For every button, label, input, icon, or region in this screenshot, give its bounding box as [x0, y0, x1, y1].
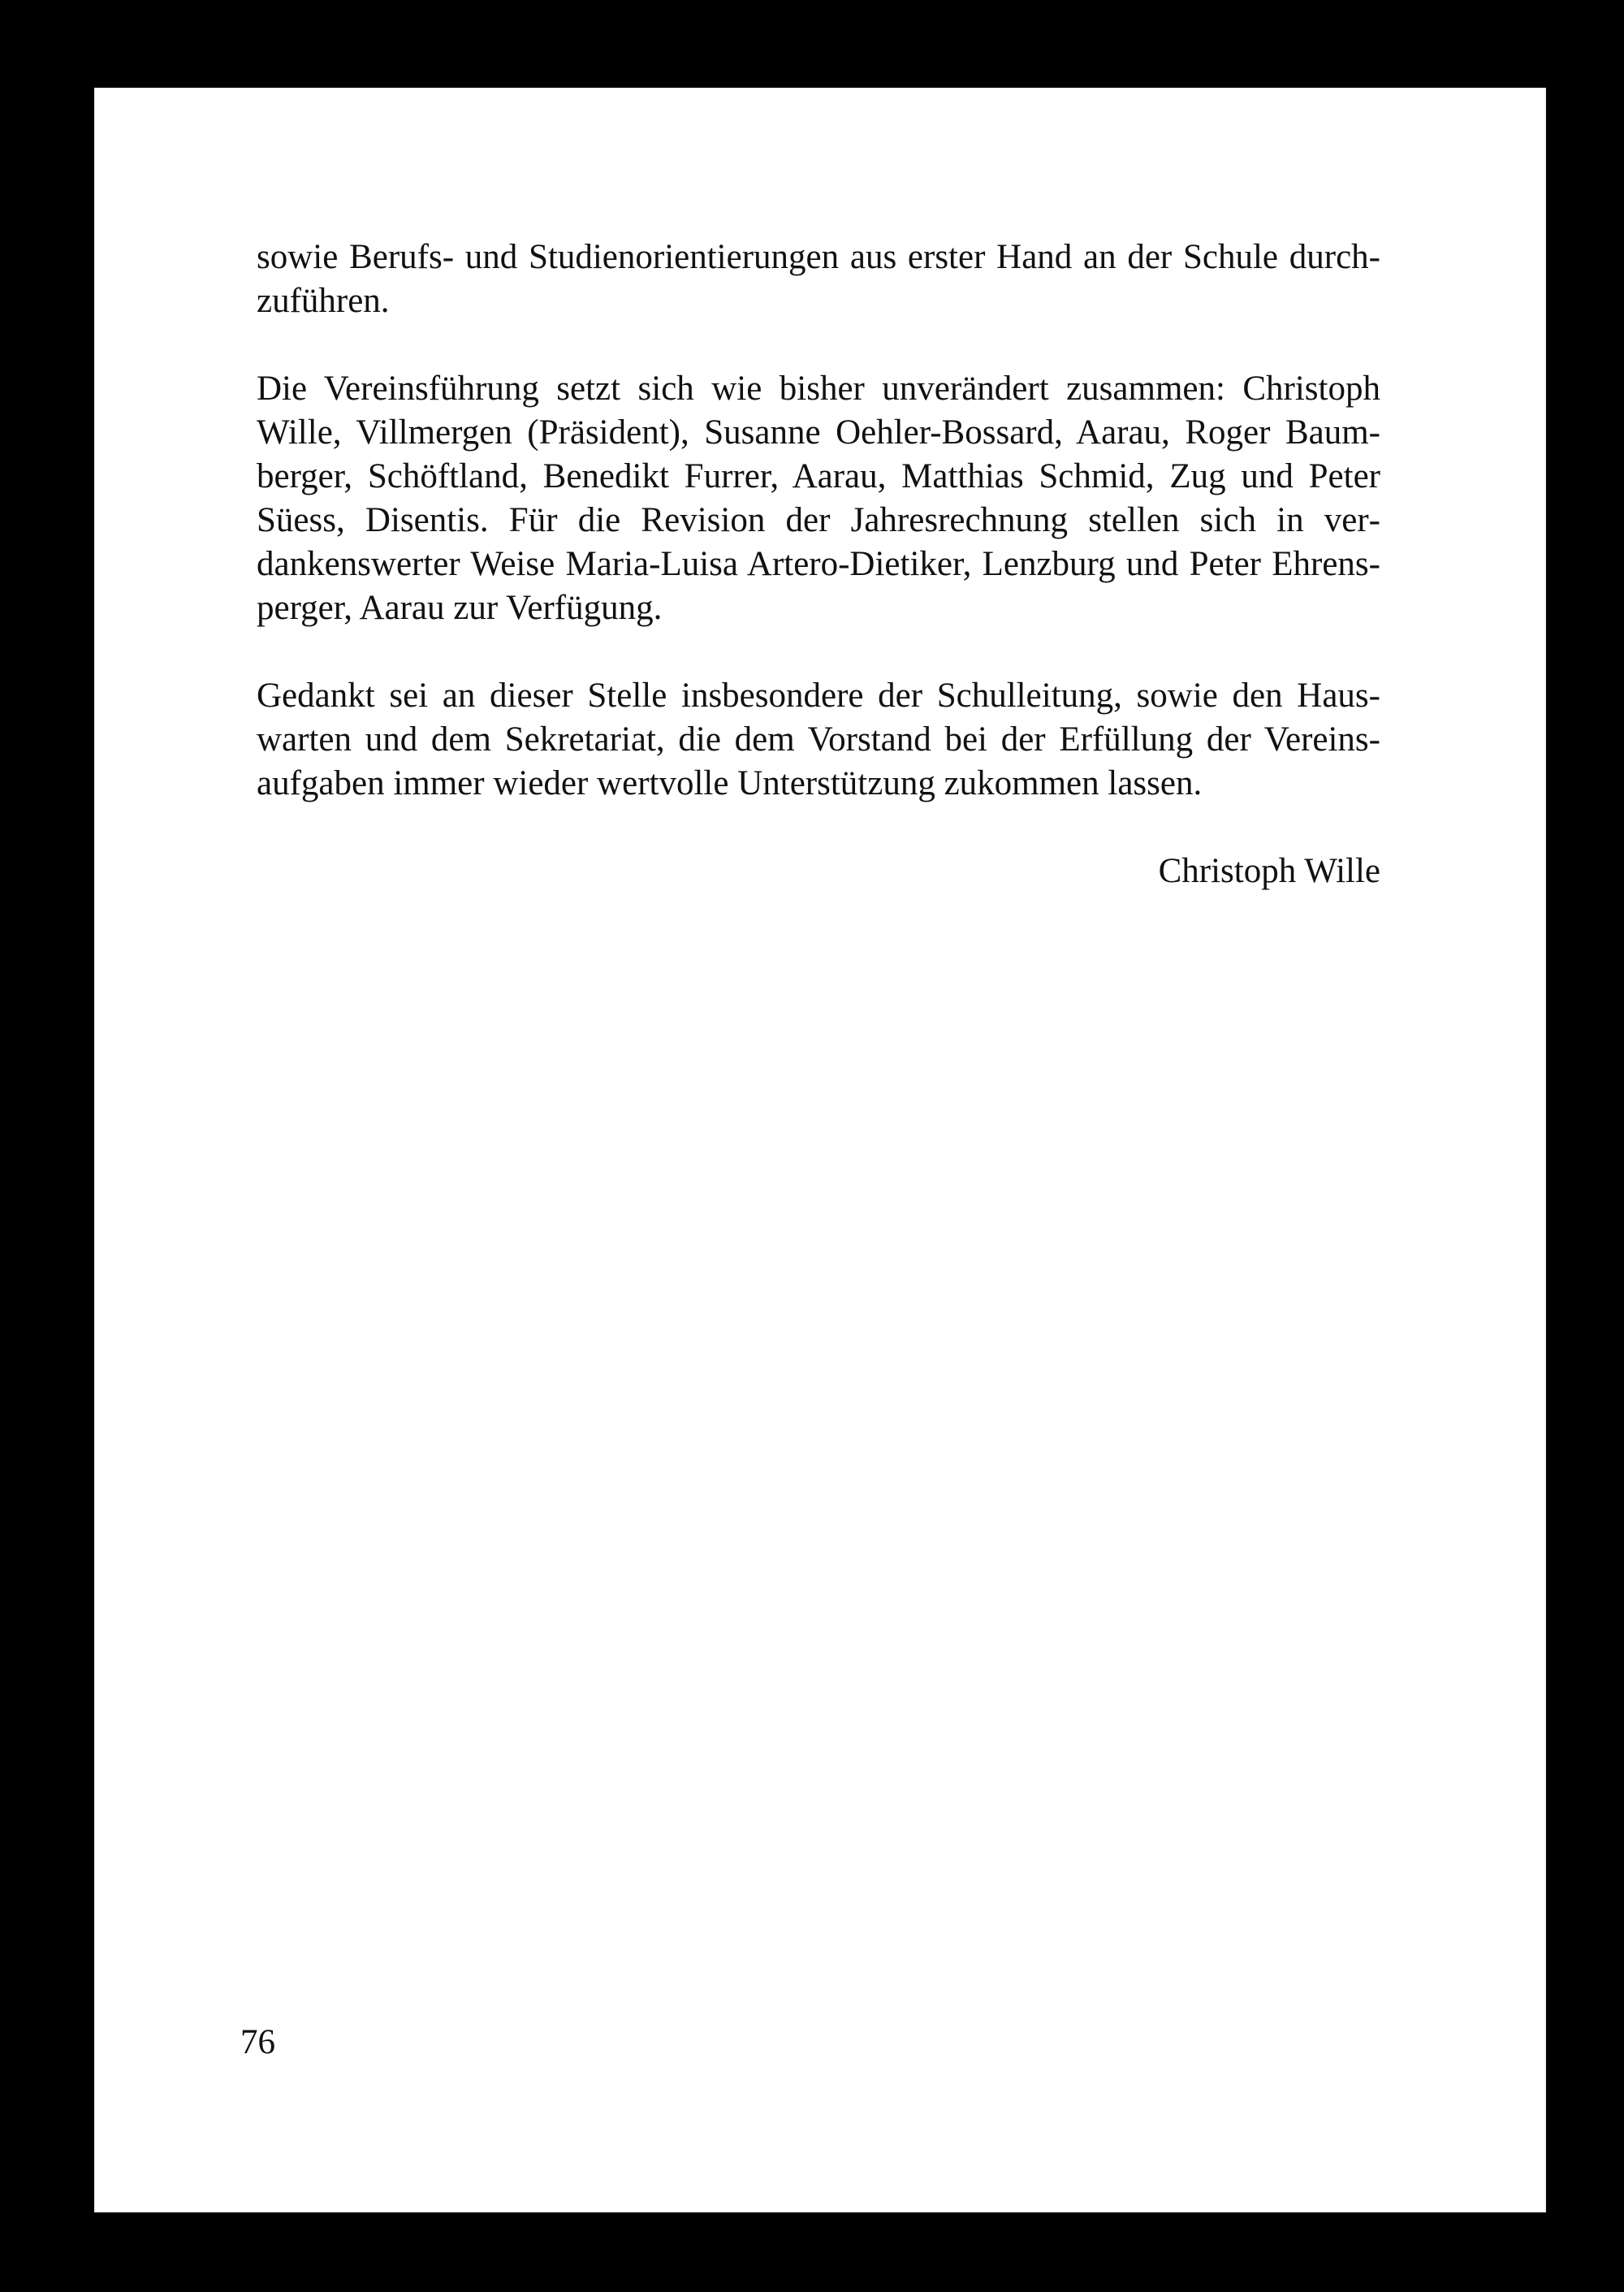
paragraph-career-orientation: sowie Berufs- und Studienorientierungen aus erster Hand an der Schule durchzuführen. — [257, 238, 1380, 320]
page-number: 76 — [240, 2023, 275, 2061]
document-body — [257, 236, 1380, 893]
paragraph-board-members: Die Vereinsführung setzt sich wie bisher unverändert zusammen: Christoph Wille, Villmergen (Präsident), Susanne Oehler-Bossard, Aarau, Roger Baumberger, Schöftland, Benedikt Furrer, Aarau, Matthias Schmid, Zug und Peter Süess, Disentis. Für die Revision der Jahresrechnung stellen sich in verdankenswerter Weise Maria-Luisa Artero-Dietiker, Lenzburg und Peter Ehrensperger, Aarau zur Verfügung. — [257, 370, 1380, 627]
author-signature: Christoph Wille — [1158, 852, 1380, 890]
paragraph-acknowledgements: Gedankt sei an dieser Stelle insbesondere der Schulleitung, sowie den Hauswarten und dem Sekretariat, die dem Vorstand bei der Erfüllung der Vereinsaufgaben immer wieder wertvolle Unterstützung zukommen lassen. — [257, 677, 1380, 802]
